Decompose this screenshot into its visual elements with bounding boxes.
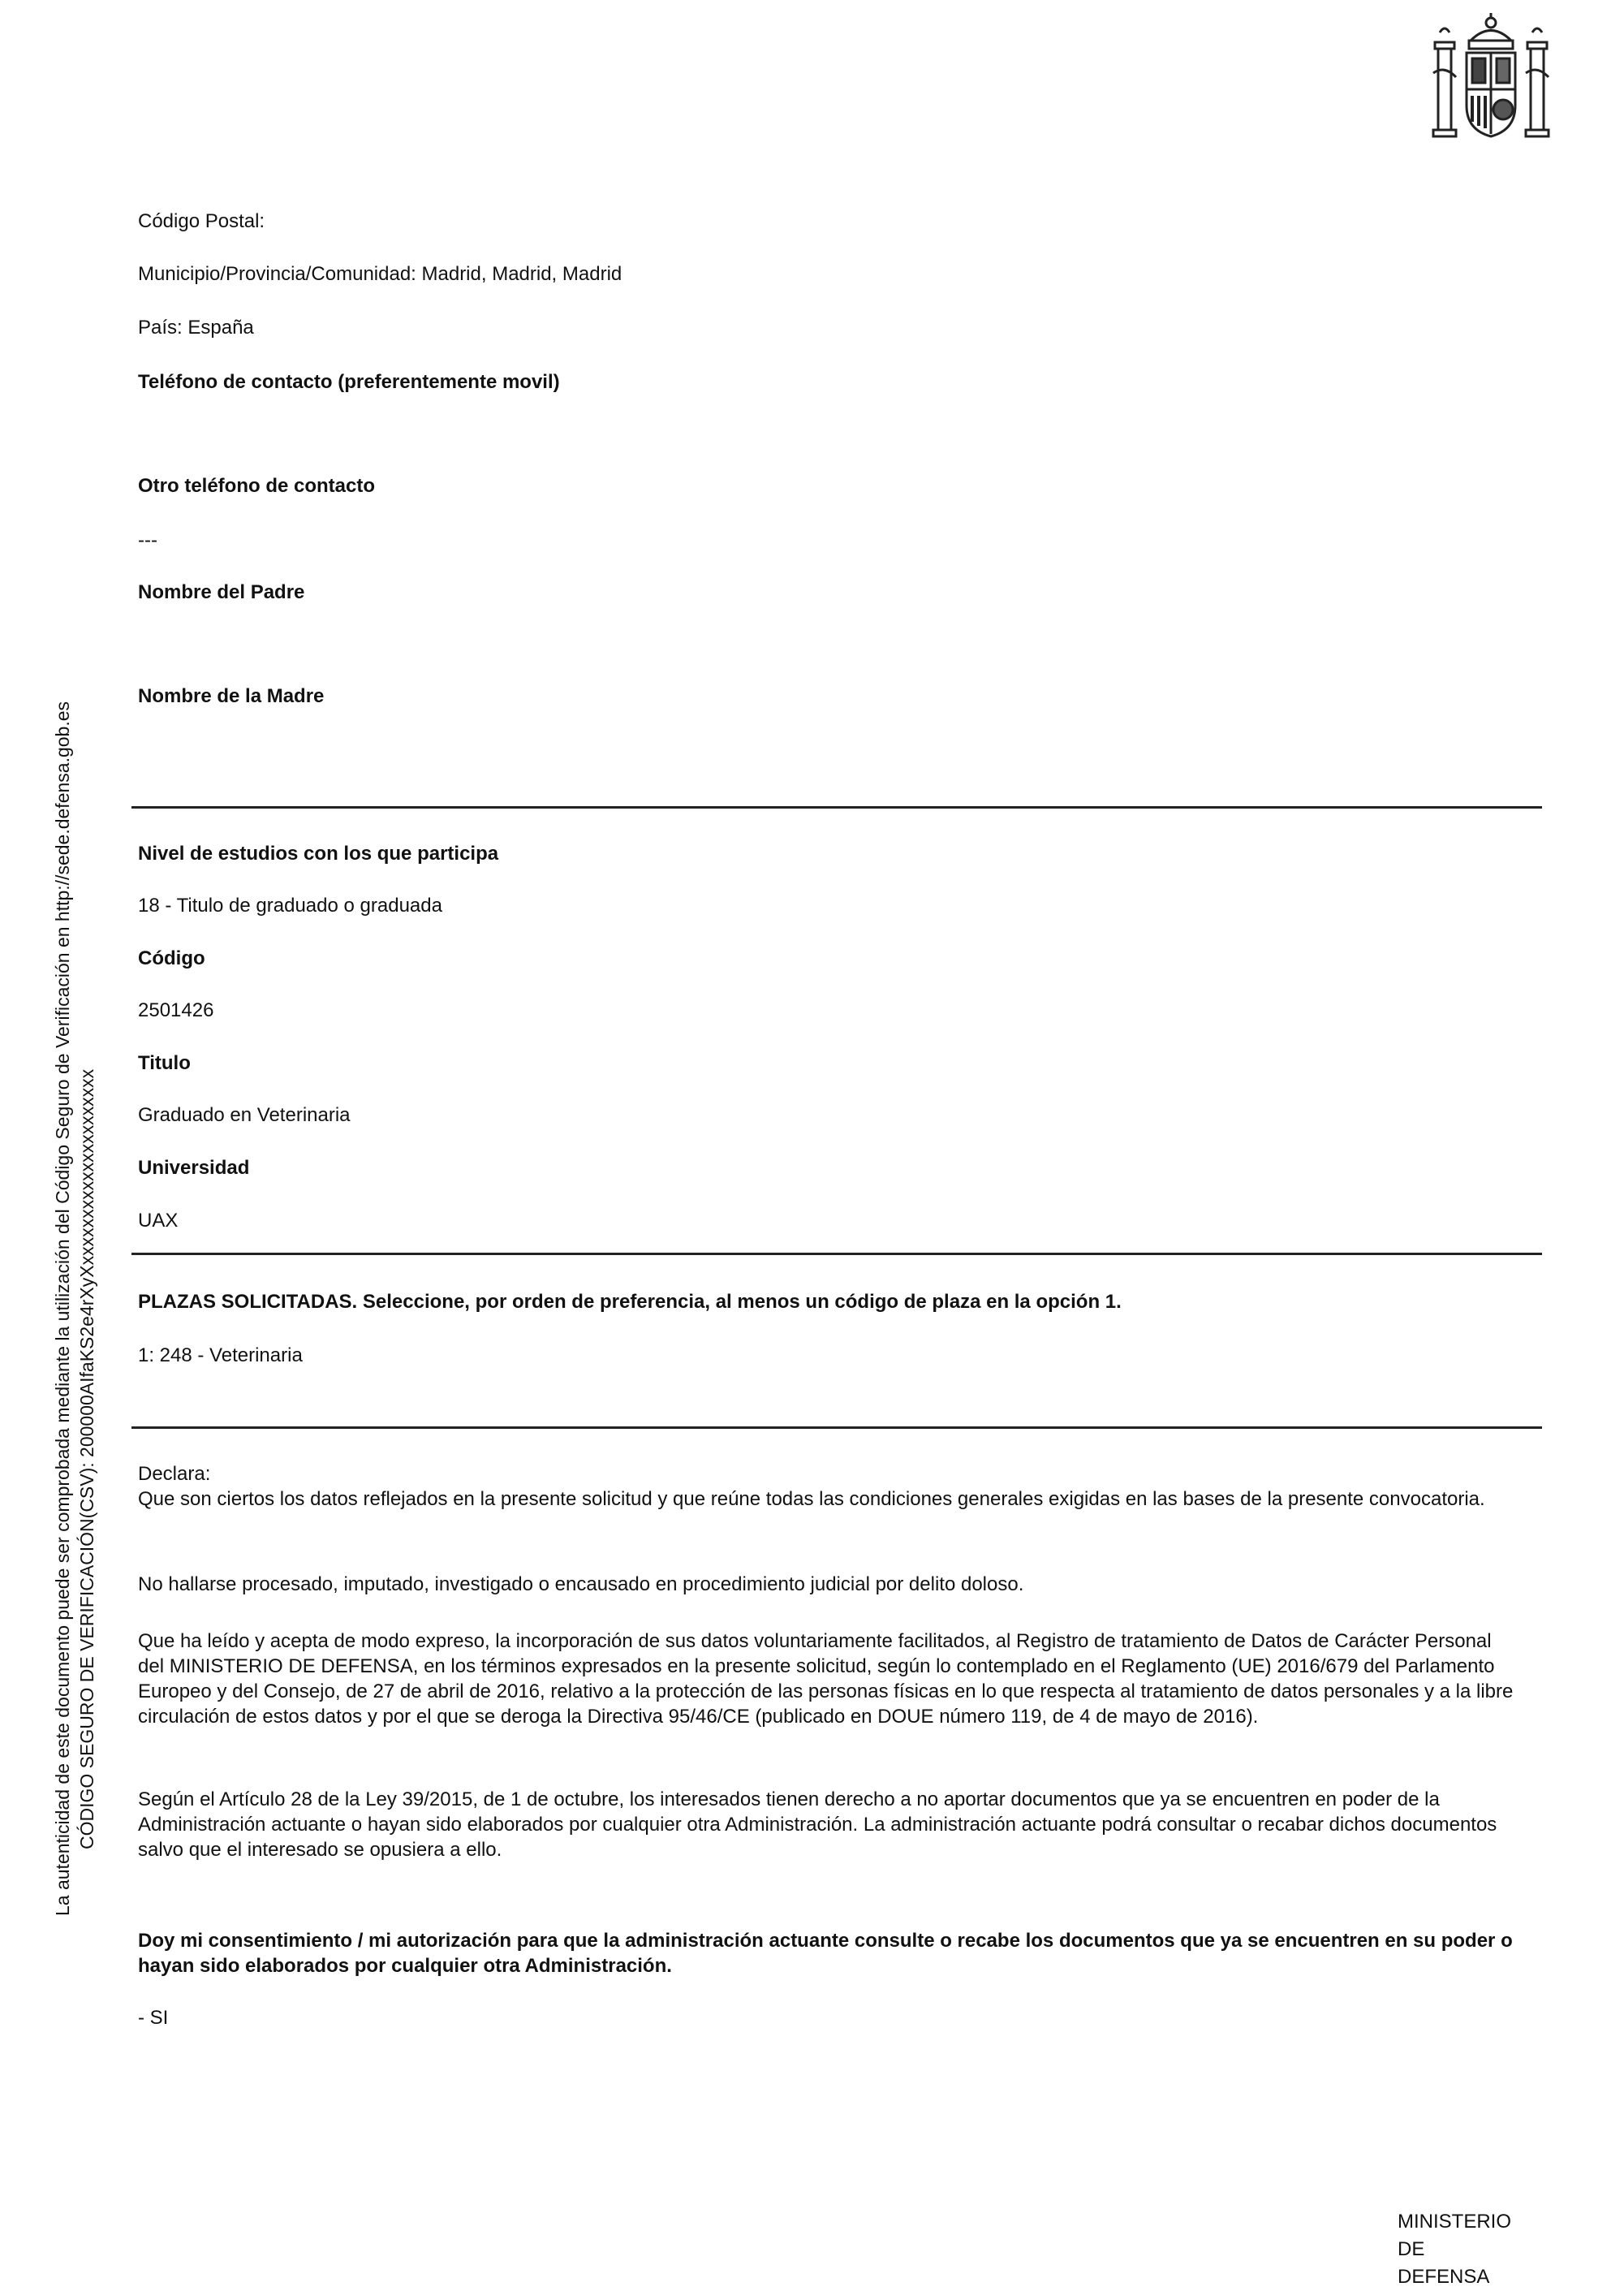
postal-code-label: Código Postal: [138, 210, 265, 232]
requested-positions-value: 1: 248 - Veterinaria [138, 1344, 303, 1366]
section-divider [131, 1253, 1542, 1255]
section-divider [131, 806, 1542, 809]
csv-code-line: CÓDIGO SEGURO DE VERIFICACIÓN(CSV): 200000AIfaKS2e4rXyXxxxxxxxxxxxxxxxxxxxxx [76, 1068, 97, 1849]
other-phone-value: --- [138, 529, 157, 551]
verification-sidebar [50, 701, 99, 1916]
title-value: Graduado en Veterinaria [138, 1104, 351, 1126]
mother-name-label: Nombre de la Madre [138, 685, 325, 707]
ministry-line-1: MINISTERIO [1398, 2211, 1512, 2233]
consent-label: Doy mi consentimiento / mi autorización para que la administración actuante consulte o recabe los documentos que ya se encuentren en su poder o hayan sido elaborados por cualquier otra Administración. [138, 1930, 1513, 1977]
municipality-line: Municipio/Provincia/Comunidad: Madrid, Madrid, Madrid [138, 263, 622, 285]
coat-of-arms-icon [1422, 8, 1560, 146]
requested-positions-label: PLAZAS SOLICITADAS. Seleccione, por orden de preferencia, al menos un código de plaza en la opción 1. [138, 1291, 1122, 1313]
university-value: UAX [138, 1210, 179, 1232]
phone-label: Teléfono de contacto (preferentemente movil) [138, 371, 560, 393]
declaration-block [138, 1461, 1518, 1512]
country-line: País: España [138, 317, 254, 339]
ministry-footer [1398, 2208, 1511, 2291]
declaration-paragraph-1: Que son ciertos los datos reflejados en la presente solicitud y que reúne todas las condiciones generales exigidas en las bases de la presente convocatoria. [138, 1488, 1485, 1510]
university-label: Universidad [138, 1157, 250, 1179]
study-level-label: Nivel de estudios con los que participa [138, 843, 499, 865]
code-label: Código [138, 947, 205, 969]
other-phone-label: Otro teléfono de contacto [138, 475, 376, 497]
father-name-label: Nombre del Padre [138, 581, 305, 603]
code-value: 2501426 [138, 999, 214, 1021]
declaration-paragraph-4: Según el Artículo 28 de la Ley 39/2015, de 1 de octubre, los interesados tienen derecho a no aportar documentos que ya se encuentren en poder de la Administración actuante o hayan sido elaborados por cualquier otra Administración. La administración actuante podrá consultar o recabar dichos documentos salvo que el interesado se opusiera a ello. [138, 1788, 1497, 1861]
consent-value: - SI [138, 2007, 169, 2029]
declaration-heading: Declara: [138, 1463, 211, 1485]
declaration-paragraph-3: Que ha leído y acepta de modo expreso, la incorporación de sus datos voluntariamente facilitados, al Registro de tratamiento de Datos de Carácter Personal del MINISTERIO DE DEFENSA, en los términos expresados en la presente solicitud, según lo contemplado en el Reglamento (UE) 2016/679 del Parlamento Europeo y del Consejo, de 27 de abril de 2016, relativo a la protección de las personas físicas en lo que respecta al tratamiento de datos personales y a la libre circulación de estos datos y por el que se deroga la Directiva 95/46/CE (publicado en DOUE número 119, de 4 de mayo de 2016). [138, 1630, 1514, 1728]
study-level-value: 18 - Titulo de graduado o graduada [138, 895, 442, 917]
declaration-paragraph-2: No hallarse procesado, imputado, investigado o encausado en procedimiento judicial por delito doloso. [138, 1573, 1024, 1595]
section-divider [131, 1426, 1542, 1429]
title-label: Titulo [138, 1052, 191, 1074]
verification-line-1: La autenticidad de este documento puede ser comprobada mediante la utilización del Código Seguro de Verificación en http://sede.defensa.gob.es [52, 701, 73, 1916]
ministry-line-2: DE [1398, 2238, 1425, 2260]
ministry-line-3: DEFENSA [1398, 2266, 1490, 2288]
